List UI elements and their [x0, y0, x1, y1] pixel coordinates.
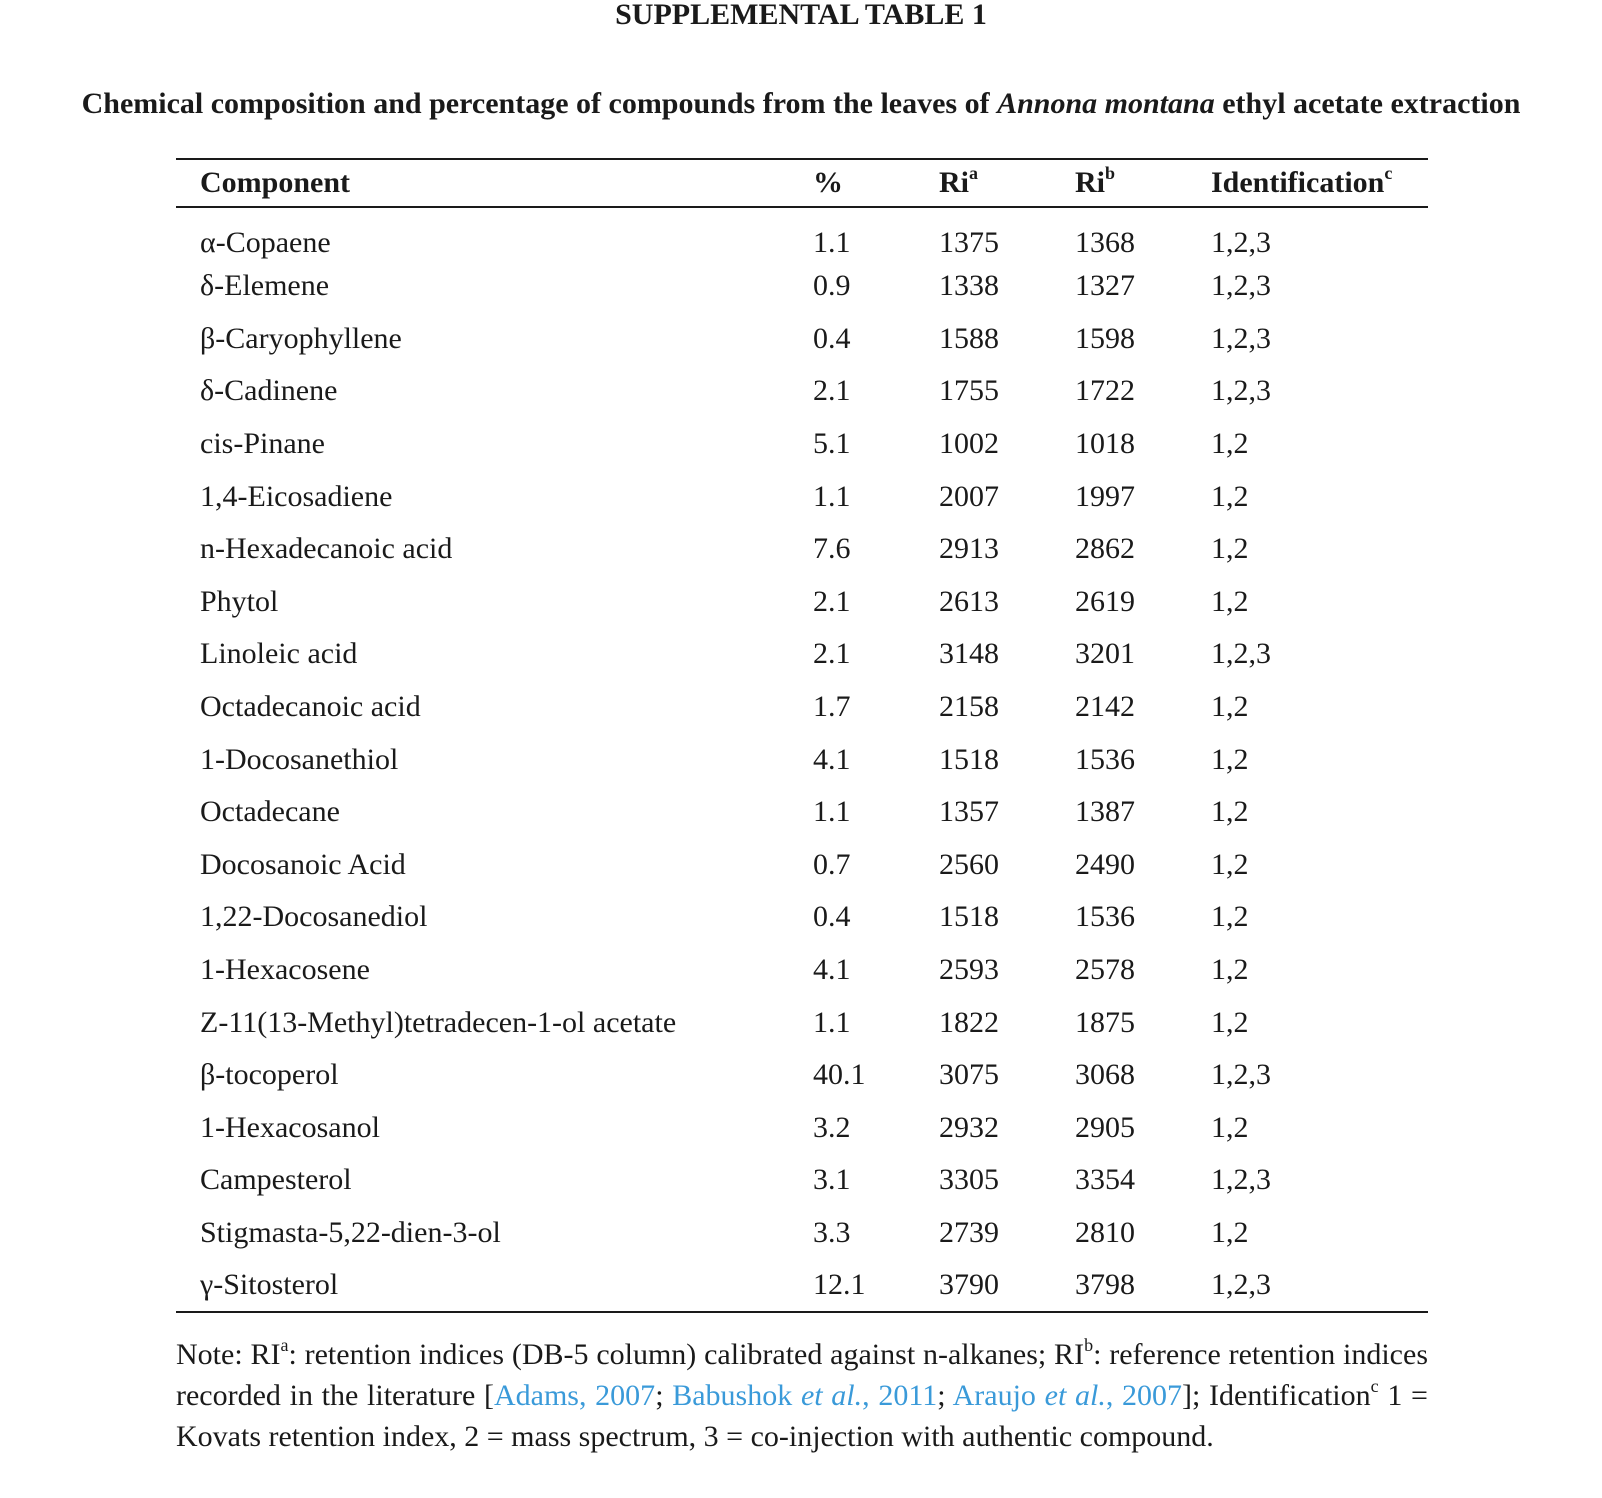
ri-b-cell: 3201: [1075, 637, 1135, 671]
ri-a-cell: 3305: [939, 1163, 999, 1197]
table-row: [176, 418, 1428, 471]
ri-b-cell: 2905: [1075, 1110, 1135, 1144]
table-caption: [0, 86, 1602, 122]
table-row: [176, 470, 1428, 523]
percent-cell: 0.4: [813, 321, 851, 355]
ri-b-cell: 1875: [1075, 1005, 1135, 1039]
ri-a-cell: 3790: [939, 1268, 999, 1302]
component-cell: α-Copaene: [200, 226, 331, 259]
header-ri-a: Ri$^a$: [939, 163, 978, 199]
ri-b-cell: 3354: [1075, 1163, 1135, 1197]
table-row: [176, 733, 1428, 786]
table-row: [176, 576, 1428, 629]
ri-b-cell: 1536: [1075, 742, 1135, 776]
table-label: SUPPLEMENTAL TABLE 1: [615, 0, 987, 31]
ri-b-cell: 1018: [1075, 427, 1135, 461]
percent-cell: 40.1: [813, 1058, 866, 1092]
ri-a-cell: 1518: [939, 742, 999, 776]
ri-b-cell: 2142: [1075, 690, 1135, 724]
ri-b-cell: 1368: [1075, 226, 1135, 259]
identification-cell: 1,2,3: [1211, 374, 1271, 408]
identification-cell: 1,2: [1211, 584, 1249, 618]
ri-b-cell: 1536: [1075, 900, 1135, 934]
ri-a-cell: 3148: [939, 637, 999, 671]
table-row: [176, 313, 1428, 366]
identification-cell: 1,2: [1211, 847, 1249, 881]
percent-cell: 3.2: [813, 1110, 851, 1144]
table-row: [176, 944, 1428, 997]
header-identification: Identification$^c$: [1211, 163, 1393, 199]
percent-cell: 1.7: [813, 690, 851, 724]
component-cell: Linoleic acid: [200, 637, 358, 671]
identification-cell: 1,2: [1211, 479, 1249, 513]
reference-link-babushok[interactable]: Babushok et al., 2011: [672, 1379, 938, 1412]
percent-cell: 1.1: [813, 479, 851, 513]
identification-cell: 1,2,3: [1211, 1163, 1271, 1197]
percent-cell: 4.1: [813, 953, 851, 987]
component-cell: Docosanoic Acid: [200, 847, 406, 881]
composition-table: [176, 158, 1428, 1313]
component-cell: γ-Sitosterol: [200, 1268, 339, 1302]
ri-b-cell: 3798: [1075, 1268, 1135, 1302]
ri-b-cell: 2619: [1075, 584, 1135, 618]
table-row: [176, 1102, 1428, 1155]
table-note: Note: $RI^a$: retention indices (DB-5 column) calibrated against n-alkanes; $RI^b$: reference retention indices recorded in the literature [Adams, 2007; Babushok et al., 2011; Araujo et al., 2007]; Identification$^c$ 1 = Kovats retention index, 2 = mass spectrum, 3 = co-injection with authentic compound.: [176, 1335, 1428, 1453]
table-row: [176, 628, 1428, 681]
identification-cell: 1,2,3: [1211, 226, 1271, 259]
ri-a-cell: 1002: [939, 427, 999, 461]
caption-text-end: ethyl acetate extraction: [1214, 87, 1521, 120]
ri-b-cell: 1722: [1075, 374, 1135, 408]
ri-a-cell: 2560: [939, 847, 999, 881]
table-row: [176, 523, 1428, 576]
component-cell: 1,4-Eicosadiene: [200, 479, 393, 513]
percent-cell: 2.1: [813, 637, 851, 671]
composition-table-container: [176, 158, 1428, 1313]
percent-cell: 12.1: [813, 1268, 866, 1302]
ri-b-cell: 1327: [1075, 269, 1135, 303]
ri-a-cell: 1588: [939, 321, 999, 355]
ri-b-cell: 2578: [1075, 953, 1135, 987]
component-cell: cis-Pinane: [200, 427, 325, 461]
table-row: [176, 839, 1428, 892]
table-header-row: [176, 159, 1428, 207]
table-row: [176, 1259, 1428, 1312]
identification-cell: 1,2: [1211, 742, 1249, 776]
identification-cell: 1,2,3: [1211, 1268, 1271, 1302]
percent-cell: 0.9: [813, 269, 851, 303]
component-cell: Campesterol: [200, 1163, 352, 1197]
component-cell: Octadecane: [200, 795, 340, 829]
table-row: [176, 1154, 1428, 1207]
caption-species: Annona montana: [997, 87, 1215, 120]
ri-a-cell: 2613: [939, 584, 999, 618]
reference-link-adams[interactable]: Adams, 2007: [493, 1379, 656, 1412]
table-row: [176, 891, 1428, 944]
header-ri-b: Ri$^b$: [1075, 163, 1116, 199]
table-row: [176, 996, 1428, 1049]
ri-b-cell: 2862: [1075, 532, 1135, 566]
identification-cell: 1,2,3: [1211, 269, 1271, 303]
ri-b-cell: 1598: [1075, 321, 1135, 355]
identification-cell: 1,2,3: [1211, 321, 1271, 355]
component-cell: Phytol: [200, 584, 279, 618]
ri-a-cell: 3075: [939, 1058, 999, 1092]
percent-cell: 5.1: [813, 427, 851, 461]
identification-cell: 1,2: [1211, 690, 1249, 724]
component-cell: β-tocoperol: [200, 1058, 339, 1092]
ri-a-cell: 1338: [939, 269, 999, 303]
component-cell: n-Hexadecanoic acid: [200, 532, 453, 566]
percent-cell: 2.1: [813, 584, 851, 618]
component-cell: Octadecanoic acid: [200, 690, 421, 724]
ri-a-cell: 2158: [939, 690, 999, 724]
table-row: [176, 365, 1428, 418]
caption-text: Chemical composition and percentage of compounds from the leaves of: [81, 87, 998, 120]
percent-cell: 7.6: [813, 532, 851, 566]
component-cell: δ-Elemene: [200, 269, 330, 303]
ri-b-cell: 2810: [1075, 1215, 1135, 1249]
table-row: [176, 786, 1428, 839]
identification-cell: 1,2: [1211, 795, 1249, 829]
ri-a-cell: 1357: [939, 795, 999, 829]
identification-cell: 1,2,3: [1211, 637, 1271, 671]
percent-cell: 3.1: [813, 1163, 851, 1197]
percent-cell: 1.1: [813, 1005, 851, 1039]
identification-cell: 1,2: [1211, 1215, 1249, 1249]
percent-cell: 3.3: [813, 1215, 851, 1249]
ri-b-cell: 1387: [1075, 795, 1135, 829]
table-row: [176, 207, 1428, 260]
reference-link-araujo[interactable]: Araujo et al., 2007: [952, 1379, 1183, 1412]
table-row: [176, 1049, 1428, 1102]
ri-a-cell: 2593: [939, 953, 999, 987]
identification-cell: 1,2: [1211, 532, 1249, 566]
component-cell: Z-11(13-Methyl)tetradecen-1-ol acetate: [200, 1005, 677, 1039]
ri-b-cell: 1997: [1075, 479, 1135, 513]
ri-a-cell: 2007: [939, 479, 999, 513]
component-cell: 1,22-Docosanediol: [200, 900, 428, 934]
identification-cell: 1,2,3: [1211, 1058, 1271, 1092]
percent-cell: 4.1: [813, 742, 851, 776]
ri-a-cell: 1375: [939, 226, 999, 259]
header-percent: %: [813, 166, 843, 199]
identification-cell: 1,2: [1211, 953, 1249, 987]
header-component: Component: [200, 166, 351, 199]
component-cell: 1-Hexacosanol: [200, 1110, 380, 1144]
identification-cell: 1,2: [1211, 1110, 1249, 1144]
component-cell: 1-Hexacosene: [200, 953, 370, 987]
percent-cell: 0.4: [813, 900, 851, 934]
ri-a-cell: 2739: [939, 1215, 999, 1249]
percent-cell: 2.1: [813, 374, 851, 408]
ri-b-cell: 2490: [1075, 847, 1135, 881]
percent-cell: 0.7: [813, 847, 851, 881]
ri-a-cell: 2913: [939, 532, 999, 566]
component-cell: Stigmasta-5,22-dien-3-ol: [200, 1215, 501, 1249]
identification-cell: 1,2: [1211, 1005, 1249, 1039]
ri-b-cell: 3068: [1075, 1058, 1135, 1092]
identification-cell: 1,2: [1211, 900, 1249, 934]
component-cell: δ-Cadinene: [200, 374, 338, 408]
percent-cell: 1.1: [813, 226, 851, 259]
ri-a-cell: 1755: [939, 374, 999, 408]
identification-cell: 1,2: [1211, 427, 1249, 461]
table-row: [176, 1207, 1428, 1260]
percent-cell: 1.1: [813, 795, 851, 829]
ri-a-cell: 1822: [939, 1005, 999, 1039]
ri-a-cell: 1518: [939, 900, 999, 934]
ri-a-cell: 2932: [939, 1110, 999, 1144]
table-row: [176, 681, 1428, 734]
table-row: [176, 260, 1428, 313]
component-cell: β-Caryophyllene: [200, 321, 402, 355]
component-cell: 1-Docosanethiol: [200, 742, 399, 776]
